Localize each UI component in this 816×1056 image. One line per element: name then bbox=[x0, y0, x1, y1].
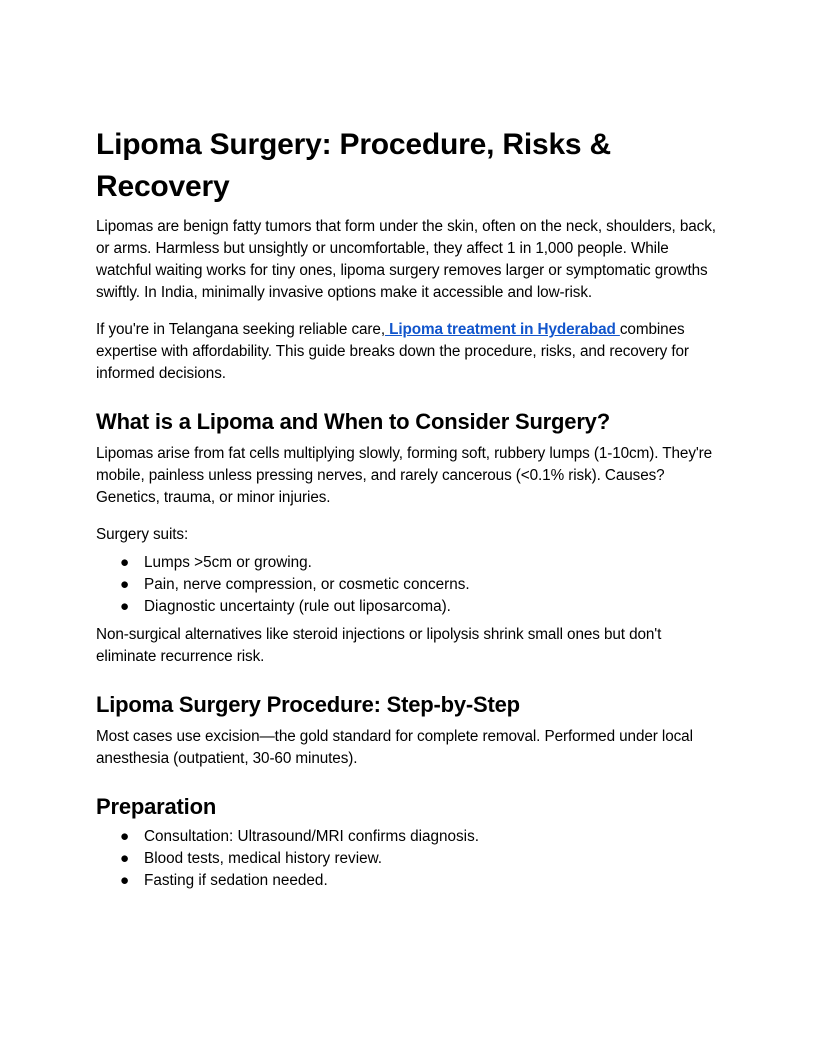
intro-paragraph-2 bbox=[96, 319, 720, 385]
list-item: ● Blood tests, medical history review. bbox=[96, 848, 720, 870]
bullet-icon: ● bbox=[120, 850, 130, 867]
surgery-suits-label: Surgery suits: bbox=[96, 526, 189, 543]
list-item: ● Diagnostic uncertainty (rule out liposarcoma). bbox=[96, 596, 720, 618]
bullet-icon: ● bbox=[120, 576, 130, 593]
procedure-paragraph-1: Most cases use excision—the gold standard for complete removal. Performed under local anesthesia (outpatient, 30-60 minutes). bbox=[96, 728, 693, 767]
preparation-heading: Preparation bbox=[96, 794, 217, 819]
bullet-icon: ● bbox=[120, 828, 130, 845]
intro-paragraph-1: Lipomas are benign fatty tumors that form under the skin, often on the neck, shoulders, back, or arms. Harmless but unsightly or uncomfortable, they affect 1 in 1,000 people. While watchful waiting works for tiny ones, lipoma surgery removes larger or symptomatic growths swiftly. In India, minimally invasive options make it accessible and low-risk. bbox=[96, 218, 716, 301]
list-item: ● Fasting if sedation needed. bbox=[96, 870, 720, 892]
list-item: ● Lumps >5cm or growing. bbox=[96, 552, 720, 574]
preparation-list bbox=[96, 826, 720, 892]
page-title: Lipoma Surgery: Procedure, Risks & Recovery bbox=[96, 128, 612, 203]
intro-p2-before: If you're in Telangana seeking reliable care, bbox=[96, 321, 385, 338]
lipoma-treatment-hyderabad-link[interactable]: Lipoma treatment in Hyderabad bbox=[384, 321, 620, 338]
list-item: ● Consultation: Ultrasound/MRI confirms diagnosis. bbox=[96, 826, 720, 848]
list-item: ● Pain, nerve compression, or cosmetic concerns. bbox=[96, 574, 720, 596]
bullet-icon: ● bbox=[120, 872, 130, 889]
what-paragraph-1: Lipomas arise from fat cells multiplying slowly, forming soft, rubbery lumps (1-10cm). They're mobile, painless unless pressing nerves, and rarely cancerous (<0.1% risk). Causes? Genetics, trauma, or minor injuries. bbox=[96, 445, 713, 506]
intro-p2-after: combines expertise with affordability. This guide breaks down the procedure, risks, and recovery for informed decisions. bbox=[96, 321, 689, 382]
surgery-suits-list bbox=[96, 552, 720, 618]
what-is-lipoma-heading: What is a Lipoma and When to Consider Surgery? bbox=[96, 409, 610, 434]
bullet-icon: ● bbox=[120, 554, 130, 571]
what-paragraph-3: Non-surgical alternatives like steroid injections or lipolysis shrink small ones but don't eliminate recurrence risk. bbox=[96, 626, 662, 665]
procedure-heading: Lipoma Surgery Procedure: Step-by-Step bbox=[96, 692, 520, 717]
document-page bbox=[96, 124, 720, 898]
bullet-icon: ● bbox=[120, 598, 130, 615]
